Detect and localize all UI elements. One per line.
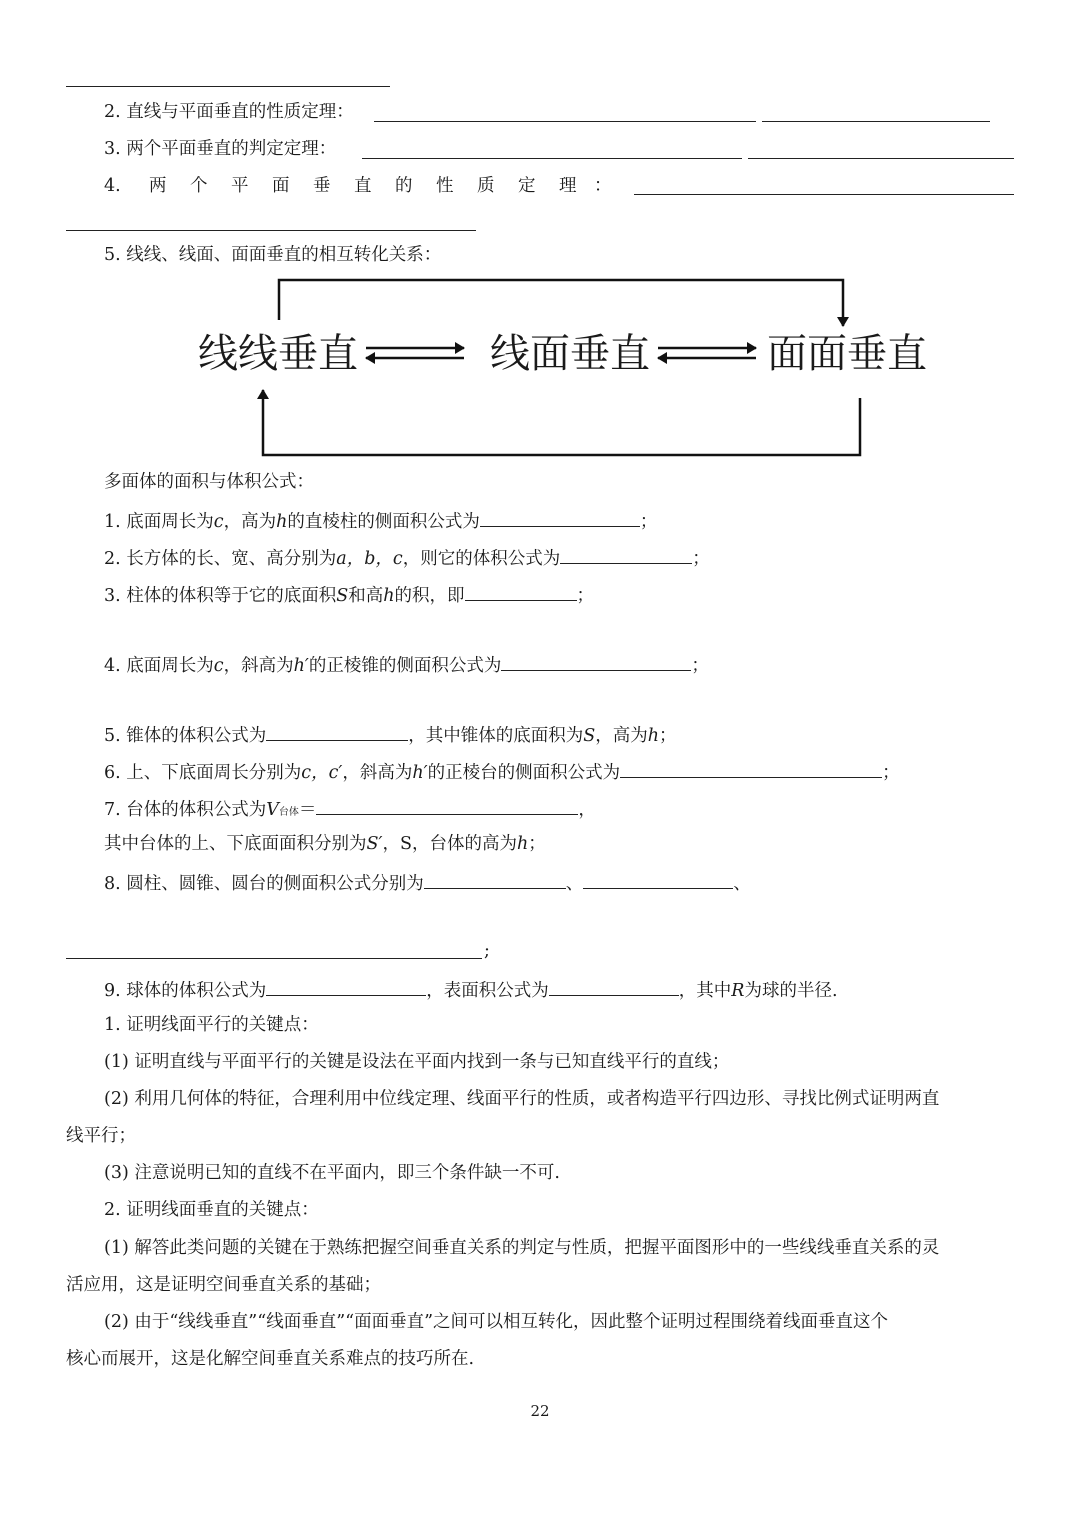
- proof-point-cont: 核心而展开，这是化解空间垂直关系难点的技巧所在.: [66, 1349, 475, 1369]
- formula-7-note: 其中台体的上、下底面面积分别为S′，S，台体的高为h；: [104, 834, 546, 854]
- answer-blank[interactable]: [549, 977, 679, 996]
- node-line-plane-perp: 线面垂直: [490, 331, 650, 377]
- theorem-plane-perp-property: 4. 两 个 平 面 垂 直 的 性 质 定 理 ：: [104, 176, 612, 196]
- proof-point-cont: 活应用，这是证明空间垂直关系的基础；: [66, 1275, 381, 1295]
- formulas-heading: 多面体的面积与体积公式：: [104, 472, 314, 492]
- formula-2: 2. 长方体的长、宽、高分别为a，b，c，则它的体积公式为 ；: [104, 545, 710, 570]
- answer-blank[interactable]: [362, 158, 742, 159]
- answer-blank[interactable]: [634, 194, 1014, 195]
- theorem-label: 2. 直线与平面垂直的性质定理：: [104, 102, 354, 122]
- proof-point: (2) 由于“线线垂直”“线面垂直”“面面垂直”之间可以相互转化，因此整个证明过程围绕着线面垂直这个: [104, 1312, 889, 1332]
- formula-9: 9. 球体的体积公式为 ，表面积公式为 ，其中R为球的半径.: [104, 977, 838, 1002]
- formula-8: 8. 圆柱、圆锥、圆台的侧面积公式分别为 、 、: [104, 870, 751, 895]
- answer-blank[interactable]: [66, 230, 476, 231]
- answer-blank[interactable]: [424, 870, 566, 889]
- proof-point: (1) 解答此类问题的关键在于熟练把握空间垂直关系的判定与性质，把握平面图形中的一些线线垂直关系的灵: [104, 1238, 940, 1258]
- proof-point: (3) 注意说明已知的直线不在平面内，即三个条件缺一不可.: [104, 1163, 560, 1183]
- answer-blank[interactable]: [501, 652, 691, 671]
- answer-blank[interactable]: [316, 796, 578, 815]
- formula-7: 7. 台体的体积公式为V台体＝ ，: [104, 796, 596, 824]
- bottom-connector-arrow: [263, 390, 860, 455]
- formula-5: 5. 锥体的体积公式为 ，其中锥体的底面积为S，高为h；: [104, 722, 677, 747]
- answer-blank[interactable]: [66, 958, 482, 959]
- formula-6: 6. 上、下底面周长分别为c，c′，斜高为h′的正棱台的侧面积公式为 ；: [104, 759, 900, 784]
- formula-1: 1. 底面周长为c，高为h的直棱柱的侧面积公式为 ；: [104, 508, 657, 533]
- conversion-heading: 5. 线线、线面、面面垂直的相互转化关系：: [104, 245, 442, 265]
- node-line-line-perp: 线线垂直: [198, 331, 358, 377]
- answer-blank[interactable]: [762, 121, 990, 122]
- formula-8-end: ;: [484, 941, 490, 961]
- page-number: 22: [530, 1402, 550, 1420]
- proof-title-1: 1. 证明线面平行的关键点：: [104, 1015, 319, 1035]
- answer-blank[interactable]: [560, 545, 692, 564]
- node-plane-plane-perp: 面面垂直: [767, 331, 927, 377]
- proof-point: (1) 证明直线与平面平行的关键是设法在平面内找到一条与已知直线平行的直线；: [104, 1052, 730, 1072]
- proof-point: (2) 利用几何体的特征，合理利用中位线定理、线面平行的性质，或者构造平行四边形、寻找比例式证明两直: [104, 1089, 940, 1109]
- answer-blank[interactable]: [748, 158, 1014, 159]
- theorem-line-perp-line-plane-property: [104, 101, 354, 123]
- answer-blank[interactable]: [480, 508, 640, 527]
- double-arrow-1: [366, 348, 464, 358]
- theorem-label: 3. 两个平面垂直的判定定理：: [104, 139, 337, 159]
- proof-point-cont: 线平行；: [66, 1126, 136, 1146]
- double-arrow-2: [658, 348, 756, 358]
- answer-blank[interactable]: [266, 722, 408, 741]
- answer-blank[interactable]: [620, 759, 882, 778]
- answer-blank[interactable]: [66, 86, 390, 87]
- answer-blank[interactable]: [465, 582, 577, 601]
- answer-blank[interactable]: [266, 977, 426, 996]
- theorem-plane-perp-criterion: [104, 138, 336, 160]
- answer-blank[interactable]: [583, 870, 733, 889]
- formula-4: 4. 底面周长为c，斜高为h′的正棱锥的侧面积公式为 ；: [104, 652, 709, 677]
- proof-title-2: 2. 证明线面垂直的关键点：: [104, 1200, 319, 1220]
- top-connector-arrow: [279, 280, 843, 326]
- answer-blank[interactable]: [374, 121, 756, 122]
- formula-3: 3. 柱体的体积等于它的底面积S和高h的积，即 ；: [104, 582, 594, 607]
